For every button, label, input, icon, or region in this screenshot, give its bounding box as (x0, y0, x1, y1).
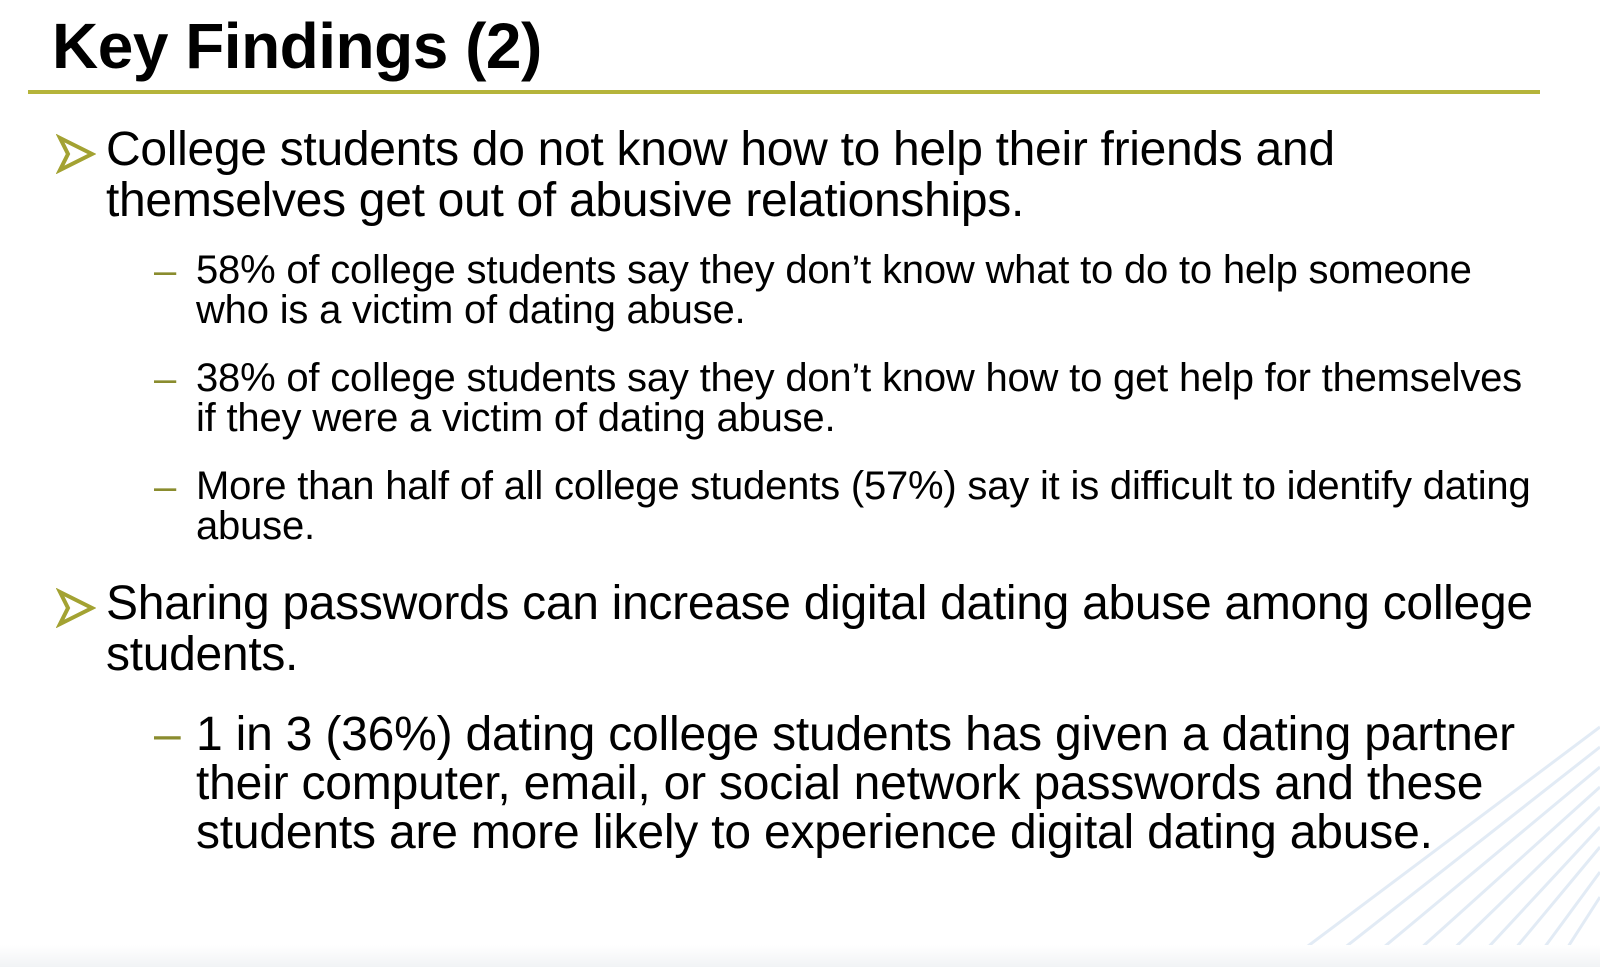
dash-marker: – (154, 708, 181, 761)
arrow-bullet-icon (56, 134, 96, 174)
subpoint-text: 58% of college students say they don’t know what to do to help someone who is a victim of dating abuse. (196, 248, 1472, 332)
footer-band (0, 945, 1600, 967)
subpoint-58-percent (154, 250, 1534, 330)
subpoint-text: More than half of all college students (57%) say it is difficult to identify dating abuse. (196, 464, 1531, 548)
arrow-bullet-icon (56, 588, 96, 628)
bullet-text: College students do not know how to help their friends and themselves get out of abusive relationships. (106, 123, 1335, 227)
page-title: Key Findings (2) (52, 10, 542, 82)
subpoint-text: 38% of college students say they don’t know how to get help for themselves if they were a victim of dating abuse. (196, 356, 1522, 440)
subpoint-38-percent (154, 358, 1534, 438)
dash-marker: – (154, 249, 177, 293)
dash-marker: – (154, 465, 177, 509)
subpoint-36-percent (154, 710, 1534, 857)
bullet-college-students-help (56, 124, 1546, 226)
title-underline (28, 90, 1540, 94)
bullet-text: Sharing passwords can increase digital dating abuse among college students. (106, 577, 1533, 681)
bullet-sharing-passwords (56, 578, 1546, 680)
subpoint-57-percent (154, 466, 1534, 546)
dash-marker: – (154, 357, 177, 401)
subpoint-text: 1 in 3 (36%) dating college students has given a dating partner their computer, email, or social network passwords and these students are more likely to experience digital dating abuse. (196, 708, 1515, 859)
